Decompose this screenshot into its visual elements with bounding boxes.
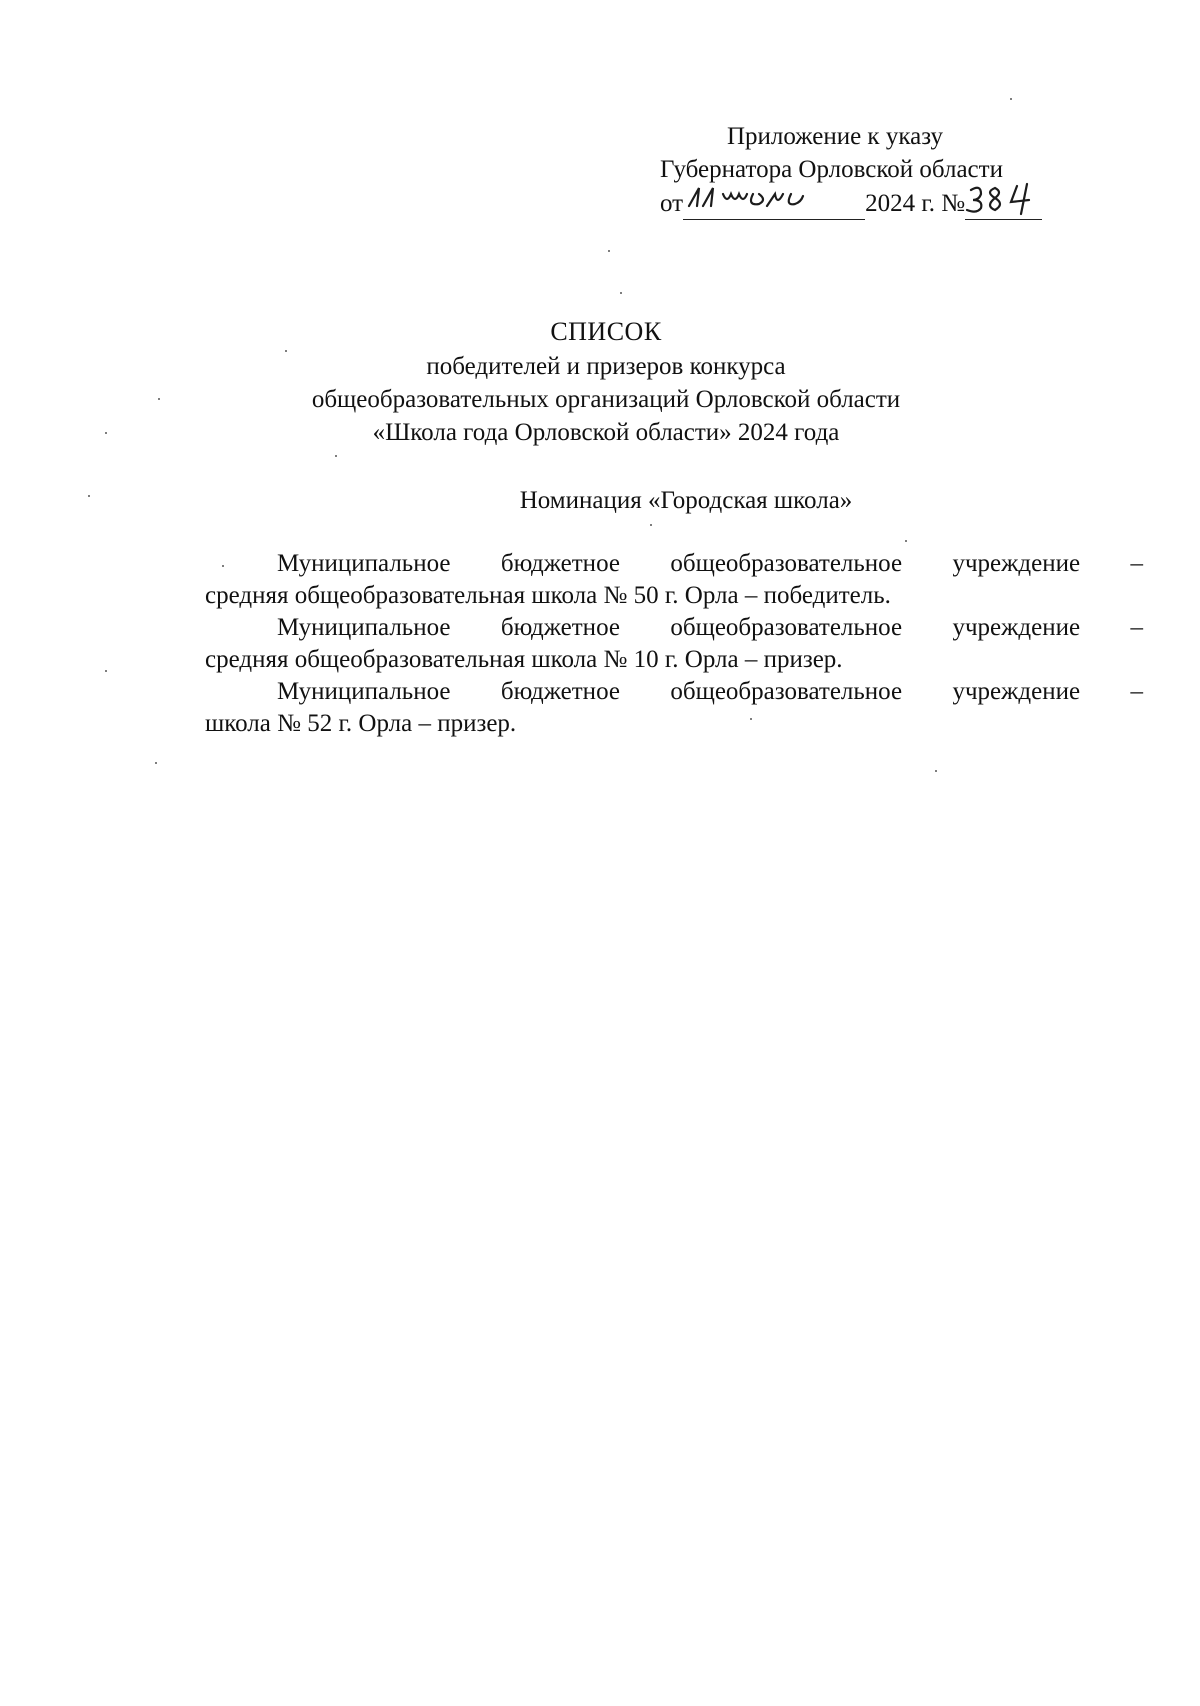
document-heading: СПИСОК	[550, 317, 662, 346]
handwritten-number-signature-icon	[965, 180, 1040, 216]
entry-word: бюджетное	[500, 614, 620, 641]
entry-continuation: средняя общеобразовательная школа № 10 г. Орла – призер.	[205, 646, 843, 673]
list-item	[205, 548, 1143, 612]
title-line-1: победителей и призеров конкурса	[426, 353, 786, 380]
appendix-header	[640, 120, 1140, 220]
list-item	[205, 612, 1143, 676]
title-line-2: общеобразовательных организаций Орловской области	[311, 386, 901, 413]
scan-speck	[620, 292, 622, 294]
entry-word: общеобразовательное	[670, 678, 903, 705]
handwritten-number	[965, 186, 1042, 220]
entry-word: бюджетное	[500, 550, 620, 577]
appendix-year-number: 2024 г. №	[865, 190, 966, 217]
entry-dash: –	[1130, 550, 1143, 577]
scan-speck	[155, 762, 157, 764]
entry-dash: –	[1130, 678, 1143, 705]
appendix-date-prefix: от	[660, 190, 684, 217]
entry-first-line	[205, 612, 1143, 644]
scan-speck	[335, 455, 337, 457]
handwritten-date-signature-icon	[683, 180, 833, 214]
scan-speck	[88, 495, 90, 497]
title-line-3: «Школа года Орловской области» 2024 года	[372, 419, 840, 446]
scan-speck	[608, 250, 610, 252]
scan-speck	[935, 770, 937, 772]
scan-speck	[905, 540, 907, 542]
scan-speck	[1010, 98, 1012, 100]
appendix-line-3	[660, 186, 1160, 220]
appendix-line-1: Приложение к указу	[727, 123, 944, 150]
entry-word: учреждение	[952, 550, 1081, 577]
entry-word: бюджетное	[500, 678, 620, 705]
entry-first-line	[205, 676, 1143, 708]
handwritten-date	[683, 186, 865, 220]
scan-speck	[105, 432, 107, 434]
entry-word: Муниципальное	[277, 614, 451, 641]
nomination-text: Номинация «Городская школа»	[519, 487, 853, 514]
document-title-block	[0, 315, 1200, 449]
nomination-heading	[0, 484, 1200, 517]
scan-speck	[650, 524, 652, 526]
winners-list	[205, 548, 1143, 740]
scan-speck	[222, 565, 224, 567]
scan-speck	[105, 670, 107, 672]
entry-word: общеобразовательное	[670, 550, 903, 577]
scan-speck	[158, 398, 160, 400]
entry-continuation: средняя общеобразовательная школа № 50 г. Орла – победитель.	[205, 582, 891, 609]
entry-dash: –	[1130, 614, 1143, 641]
entry-word: учреждение	[952, 678, 1081, 705]
list-item	[205, 676, 1143, 740]
entry-first-line	[205, 548, 1143, 580]
scan-speck	[285, 350, 287, 352]
entry-word: Муниципальное	[277, 678, 451, 705]
entry-word: общеобразовательное	[670, 614, 903, 641]
appendix-line-2: Губернатора Орловской области	[660, 156, 1003, 183]
scan-speck	[750, 718, 752, 720]
entry-continuation: школа № 52 г. Орла – призер.	[205, 710, 517, 737]
entry-word: Муниципальное	[277, 550, 451, 577]
entry-word: учреждение	[952, 614, 1081, 641]
